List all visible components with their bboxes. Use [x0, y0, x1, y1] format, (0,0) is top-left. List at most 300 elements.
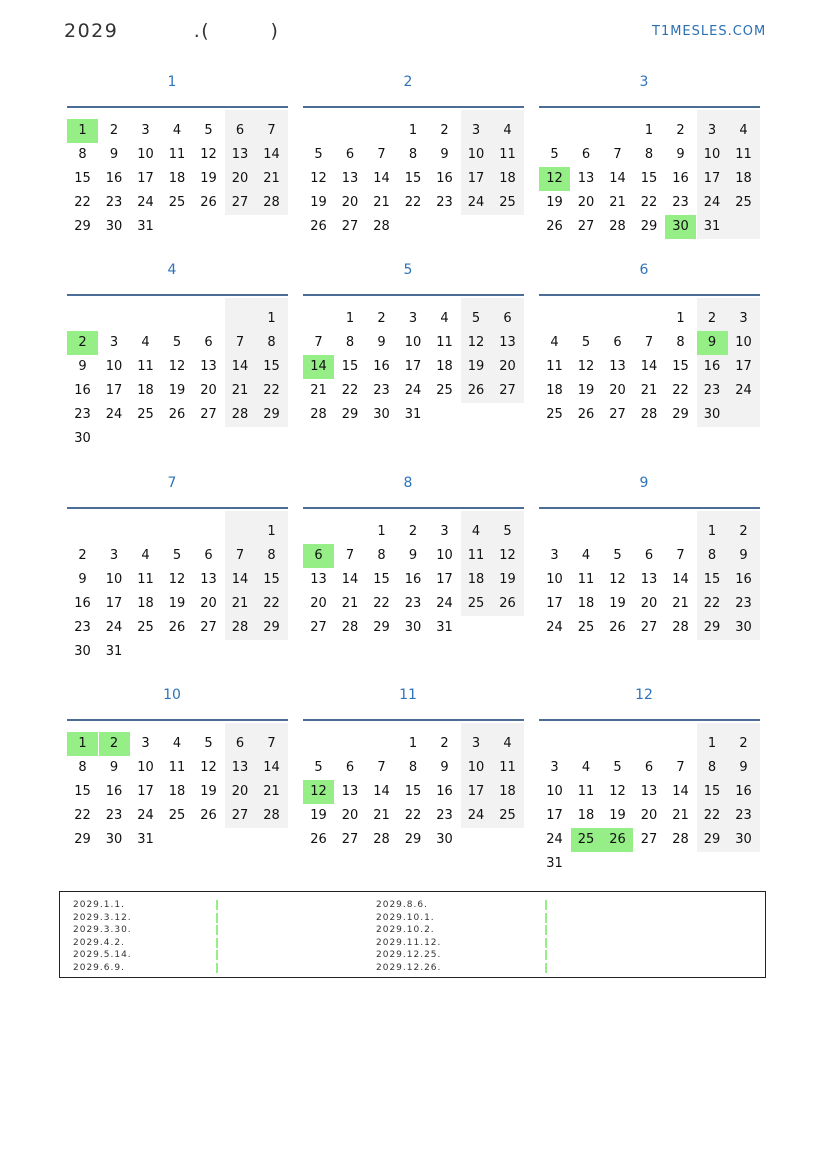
day-cell: 29 — [74, 219, 91, 234]
holiday-day-cell: 2 — [99, 732, 130, 756]
holiday-day-cell: 14 — [303, 355, 334, 379]
holiday-marker — [216, 913, 218, 923]
day-cell: 11 — [577, 784, 595, 799]
day-cell: 4 — [172, 123, 182, 138]
day-cell: 15 — [74, 784, 91, 799]
day-cell: 1 — [345, 311, 355, 326]
day-cell: 9 — [78, 359, 87, 374]
day-cell: 27 — [609, 407, 626, 422]
day-cell: 24 — [105, 620, 123, 635]
day-cell: 28 — [310, 407, 327, 422]
holiday-date: 2029.12.25. — [376, 950, 442, 960]
day-cell: 23 — [74, 407, 91, 422]
day-cell: 26 — [200, 195, 217, 210]
day-cell: 8 — [345, 335, 355, 350]
day-cell: 23 — [703, 383, 721, 398]
day-cell: 15 — [404, 171, 422, 186]
day-cell: 2 — [707, 311, 717, 326]
holiday-marker — [545, 925, 547, 935]
day-cell: 22 — [404, 195, 422, 210]
day-cell: 16 — [74, 596, 91, 611]
day-cell: 31 — [105, 644, 123, 659]
day-cell: 23 — [373, 383, 390, 398]
day-cell: 27 — [499, 383, 516, 398]
day-cell: 28 — [341, 620, 359, 635]
day-cell: 24 — [546, 832, 563, 847]
holiday-marker — [216, 950, 218, 960]
day-cell: 30 — [373, 407, 390, 422]
day-cell: 24 — [735, 383, 752, 398]
day-cell: 2 — [676, 123, 685, 138]
day-cell: 18 — [499, 171, 516, 186]
day-cell: 11 — [168, 147, 186, 162]
day-cell: 3 — [408, 311, 418, 326]
day-cell: 8 — [377, 548, 386, 563]
day-cell: 7 — [676, 548, 685, 563]
holiday-day-cell: 26 — [602, 828, 633, 852]
day-cell: 22 — [373, 596, 390, 611]
day-cell: 28 — [231, 407, 249, 422]
day-cell: 10 — [546, 784, 563, 799]
day-cell: 6 — [235, 736, 245, 751]
day-cell: 7 — [267, 123, 276, 138]
day-cell: 29 — [263, 407, 280, 422]
day-cell: 3 — [471, 736, 481, 751]
day-cell: 29 — [404, 832, 422, 847]
day-cell: 22 — [703, 808, 721, 823]
day-cell: 17 — [137, 171, 154, 186]
day-cell: 4 — [550, 335, 559, 350]
day-cell: 5 — [172, 335, 182, 350]
day-cell: 15 — [703, 572, 721, 587]
day-cell: 4 — [581, 760, 591, 775]
day-cell: 28 — [263, 808, 280, 823]
month-title: 8 — [403, 475, 413, 491]
day-cell: 26 — [546, 219, 563, 234]
day-cell: 30 — [74, 644, 91, 659]
day-cell: 24 — [546, 620, 563, 635]
day-cell: 16 — [404, 572, 422, 587]
day-cell: 7 — [644, 335, 654, 350]
day-cell: 14 — [640, 359, 658, 374]
day-cell: 19 — [168, 596, 186, 611]
day-cell: 3 — [141, 123, 150, 138]
day-cell: 20 — [200, 596, 217, 611]
day-cell: 30 — [735, 620, 752, 635]
day-cell: 9 — [739, 548, 748, 563]
day-cell: 30 — [703, 407, 721, 422]
day-cell: 4 — [739, 123, 748, 138]
day-cell: 23 — [105, 195, 123, 210]
day-cell: 15 — [404, 784, 422, 799]
day-cell: 13 — [310, 572, 327, 587]
day-cell: 19 — [577, 383, 595, 398]
day-cell: 20 — [341, 808, 359, 823]
day-cell: 20 — [231, 784, 249, 799]
day-cell: 31 — [703, 219, 721, 234]
holiday-marker — [216, 925, 218, 935]
day-cell: 3 — [550, 548, 559, 563]
day-cell: 22 — [404, 808, 422, 823]
day-cell: 21 — [609, 195, 626, 210]
day-cell: 21 — [640, 383, 658, 398]
day-cell: 26 — [577, 407, 595, 422]
day-cell: 23 — [404, 596, 422, 611]
month-title: 12 — [635, 687, 653, 703]
day-cell: 13 — [609, 359, 626, 374]
day-cell: 5 — [314, 147, 323, 162]
day-cell: 24 — [404, 383, 422, 398]
day-cell: 29 — [672, 407, 689, 422]
day-cell: 14 — [672, 784, 689, 799]
day-cell: 5 — [204, 736, 213, 751]
holiday-date: 2029.10.2. — [376, 925, 435, 935]
day-cell: 8 — [267, 335, 276, 350]
day-cell: 11 — [735, 147, 752, 162]
day-cell: 20 — [640, 596, 658, 611]
day-cell: 17 — [436, 572, 453, 587]
day-cell: 17 — [546, 596, 563, 611]
day-cell: 1 — [676, 311, 685, 326]
day-cell: 17 — [105, 383, 123, 398]
day-cell: 22 — [74, 195, 91, 210]
day-cell: 13 — [640, 784, 658, 799]
day-cell: 28 — [231, 620, 249, 635]
holiday-date: 2029.1.1. — [73, 900, 125, 910]
day-cell: 20 — [609, 383, 626, 398]
day-cell: 13 — [577, 171, 595, 186]
day-cell: 9 — [676, 147, 685, 162]
month-grid — [67, 507, 288, 664]
day-cell: 10 — [404, 335, 422, 350]
holiday-marker — [545, 950, 547, 960]
day-cell: 25 — [546, 407, 563, 422]
day-cell: 7 — [267, 736, 276, 751]
holiday-marker — [545, 900, 547, 910]
day-cell: 10 — [436, 548, 453, 563]
day-cell: 16 — [703, 359, 721, 374]
day-cell: 15 — [341, 359, 359, 374]
day-cell: 31 — [137, 219, 154, 234]
day-cell: 29 — [703, 832, 721, 847]
day-cell: 19 — [310, 808, 327, 823]
holiday-day-cell: 25 — [571, 828, 602, 852]
day-cell: 11 — [137, 572, 154, 587]
day-cell: 12 — [200, 147, 217, 162]
day-cell: 11 — [168, 760, 186, 775]
day-cell: 21 — [231, 383, 249, 398]
day-cell: 7 — [345, 548, 355, 563]
day-cell: 23 — [74, 620, 91, 635]
day-cell: 21 — [672, 808, 689, 823]
day-cell: 15 — [672, 359, 689, 374]
day-cell: 16 — [105, 784, 123, 799]
day-cell: 9 — [408, 548, 418, 563]
day-cell: 6 — [644, 548, 654, 563]
day-cell: 19 — [609, 596, 626, 611]
day-cell: 31 — [436, 620, 453, 635]
day-cell: 23 — [735, 596, 752, 611]
day-cell: 4 — [141, 335, 150, 350]
day-cell: 20 — [310, 596, 327, 611]
day-cell: 28 — [373, 219, 390, 234]
day-cell: 10 — [105, 572, 123, 587]
day-cell: 25 — [499, 195, 516, 210]
day-cell: 14 — [231, 572, 249, 587]
day-cell: 3 — [707, 123, 717, 138]
day-cell: 17 — [105, 596, 123, 611]
day-cell: 24 — [105, 407, 123, 422]
day-cell: 13 — [200, 359, 217, 374]
holiday-date: 2029.12.26. — [376, 962, 442, 973]
day-cell: 13 — [341, 784, 359, 799]
month-grid — [67, 719, 288, 852]
day-cell: 13 — [200, 572, 217, 587]
day-cell: 26 — [200, 808, 217, 823]
day-cell: 16 — [735, 784, 752, 799]
holiday-marker — [545, 913, 547, 923]
day-cell: 27 — [231, 808, 249, 823]
day-cell: 8 — [267, 548, 276, 563]
holiday-date: 2029.6.9. — [73, 962, 125, 973]
day-cell: 8 — [408, 760, 418, 775]
day-cell: 6 — [204, 335, 213, 350]
day-cell: 3 — [109, 548, 119, 563]
day-cell: 15 — [263, 572, 280, 587]
day-cell: 14 — [263, 760, 280, 775]
day-cell: 10 — [467, 147, 485, 162]
day-cell: 6 — [644, 760, 654, 775]
day-cell: 11 — [137, 359, 154, 374]
day-cell: 16 — [735, 572, 752, 587]
month-title: 4 — [167, 262, 177, 278]
day-cell: 4 — [503, 736, 512, 751]
day-cell: 5 — [581, 335, 591, 350]
day-cell: 12 — [499, 548, 516, 563]
day-cell: 25 — [735, 195, 752, 210]
day-cell: 1 — [707, 736, 717, 751]
day-cell: 20 — [200, 383, 217, 398]
holiday-marker — [216, 900, 218, 910]
day-cell: 9 — [377, 335, 386, 350]
day-cell: 7 — [613, 147, 622, 162]
day-cell: 25 — [467, 596, 485, 611]
day-cell: 13 — [640, 572, 658, 587]
month-title: 3 — [639, 74, 649, 90]
holiday-marker — [216, 938, 218, 948]
day-cell: 10 — [546, 572, 563, 587]
day-cell: 10 — [735, 335, 752, 350]
day-cell: 22 — [263, 383, 280, 398]
holiday-marker — [545, 938, 547, 948]
day-cell: 30 — [436, 832, 453, 847]
day-cell: 3 — [109, 335, 119, 350]
day-cell: 28 — [672, 620, 689, 635]
day-cell: 26 — [609, 620, 626, 635]
day-cell: 2 — [109, 123, 119, 138]
day-cell: 10 — [703, 147, 721, 162]
holiday-date: 2029.11.12. — [376, 937, 442, 948]
holiday-day-cell: 30 — [665, 215, 696, 239]
day-cell: 24 — [467, 808, 485, 823]
day-cell: 5 — [172, 548, 182, 563]
day-cell: 1 — [408, 123, 418, 138]
day-cell: 19 — [310, 195, 327, 210]
month-grid — [539, 294, 760, 427]
day-cell: 16 — [436, 171, 453, 186]
day-cell: 27 — [200, 407, 217, 422]
month-grid — [539, 507, 760, 640]
day-cell: 19 — [200, 171, 217, 186]
day-cell: 8 — [707, 760, 717, 775]
day-cell: 2 — [440, 123, 449, 138]
day-cell: 12 — [168, 572, 186, 587]
day-cell: 24 — [137, 195, 154, 210]
day-cell: 21 — [263, 784, 280, 799]
day-cell: 8 — [676, 335, 685, 350]
day-cell: 22 — [74, 808, 91, 823]
day-cell: 9 — [440, 760, 449, 775]
day-cell: 1 — [377, 524, 386, 539]
day-cell: 29 — [373, 620, 390, 635]
day-cell: 13 — [231, 760, 249, 775]
day-cell: 20 — [231, 171, 249, 186]
day-cell: 16 — [74, 383, 91, 398]
day-cell: 14 — [231, 359, 249, 374]
day-cell: 27 — [200, 620, 217, 635]
day-cell: 15 — [373, 572, 390, 587]
day-cell: 14 — [609, 171, 626, 186]
day-cell: 19 — [546, 195, 563, 210]
day-cell: 27 — [310, 620, 327, 635]
day-cell: 27 — [577, 219, 595, 234]
page-title: 2029 .( ) — [64, 20, 280, 42]
day-cell: 4 — [440, 311, 449, 326]
day-cell: 13 — [231, 147, 249, 162]
day-cell: 30 — [735, 832, 752, 847]
day-cell: 12 — [577, 359, 595, 374]
day-cell: 9 — [739, 760, 748, 775]
day-cell: 2 — [408, 524, 418, 539]
day-cell: 5 — [613, 548, 622, 563]
day-cell: 16 — [105, 171, 123, 186]
day-cell: 1 — [707, 524, 717, 539]
day-cell: 24 — [467, 195, 485, 210]
holiday-day-cell: 6 — [303, 544, 334, 568]
day-cell: 18 — [436, 359, 453, 374]
day-cell: 10 — [137, 760, 154, 775]
day-cell: 14 — [373, 171, 390, 186]
day-cell: 20 — [577, 195, 595, 210]
day-cell: 31 — [137, 832, 154, 847]
day-cell: 11 — [546, 359, 563, 374]
month-title: 11 — [399, 687, 417, 703]
day-cell: 22 — [703, 596, 721, 611]
day-cell: 12 — [200, 760, 217, 775]
holiday-day-cell: 12 — [539, 167, 570, 191]
day-cell: 19 — [499, 572, 516, 587]
day-cell: 22 — [263, 596, 280, 611]
day-cell: 28 — [640, 407, 658, 422]
day-cell: 17 — [703, 171, 721, 186]
day-cell: 18 — [577, 808, 595, 823]
day-cell: 9 — [78, 572, 87, 587]
day-cell: 26 — [310, 832, 327, 847]
day-cell: 2 — [739, 736, 748, 751]
day-cell: 17 — [137, 784, 154, 799]
day-cell: 3 — [471, 123, 481, 138]
day-cell: 8 — [78, 147, 87, 162]
day-cell: 18 — [168, 784, 186, 799]
day-cell: 12 — [609, 572, 626, 587]
month-title: 7 — [167, 475, 177, 491]
day-cell: 29 — [74, 832, 91, 847]
holiday-day-cell: 1 — [67, 732, 98, 756]
day-cell: 25 — [168, 195, 186, 210]
month-grid — [303, 719, 524, 852]
day-cell: 18 — [168, 171, 186, 186]
day-cell: 8 — [408, 147, 418, 162]
day-cell: 10 — [137, 147, 154, 162]
month-grid — [67, 294, 288, 451]
day-cell: 21 — [231, 596, 249, 611]
day-cell: 7 — [235, 548, 245, 563]
day-cell: 23 — [436, 195, 453, 210]
day-cell: 25 — [168, 808, 186, 823]
day-cell: 4 — [503, 123, 512, 138]
day-cell: 12 — [168, 359, 186, 374]
day-cell: 11 — [467, 548, 485, 563]
day-cell: 13 — [499, 335, 516, 350]
day-cell: 1 — [267, 524, 276, 539]
day-cell: 30 — [105, 832, 123, 847]
day-cell: 5 — [613, 760, 622, 775]
day-cell: 26 — [310, 219, 327, 234]
brand-logo[interactable]: T1MESLES.COM — [652, 24, 767, 39]
day-cell: 21 — [672, 596, 689, 611]
holiday-date: 2029.10.1. — [376, 912, 435, 923]
day-cell: 26 — [168, 407, 186, 422]
day-cell: 15 — [74, 171, 91, 186]
day-cell: 7 — [377, 147, 386, 162]
day-cell: 21 — [373, 808, 390, 823]
day-cell: 27 — [640, 620, 658, 635]
day-cell: 23 — [105, 808, 123, 823]
day-cell: 12 — [310, 171, 327, 186]
holiday-date: 2029.3.30. — [73, 925, 132, 935]
day-cell: 2 — [739, 524, 748, 539]
day-cell: 4 — [172, 736, 182, 751]
day-cell: 17 — [735, 359, 752, 374]
day-cell: 19 — [609, 808, 626, 823]
day-cell: 18 — [735, 171, 752, 186]
day-cell: 30 — [74, 431, 91, 446]
day-cell: 21 — [263, 171, 280, 186]
day-cell: 14 — [672, 572, 689, 587]
day-cell: 23 — [672, 195, 689, 210]
day-cell: 21 — [310, 383, 327, 398]
day-cell: 9 — [440, 147, 449, 162]
day-cell: 17 — [467, 171, 485, 186]
day-cell: 28 — [263, 195, 280, 210]
day-cell: 1 — [408, 736, 418, 751]
day-cell: 25 — [137, 407, 154, 422]
day-cell: 30 — [404, 620, 422, 635]
day-cell: 18 — [546, 383, 563, 398]
day-cell: 9 — [109, 147, 119, 162]
month-grid — [303, 106, 524, 239]
day-cell: 5 — [550, 147, 559, 162]
